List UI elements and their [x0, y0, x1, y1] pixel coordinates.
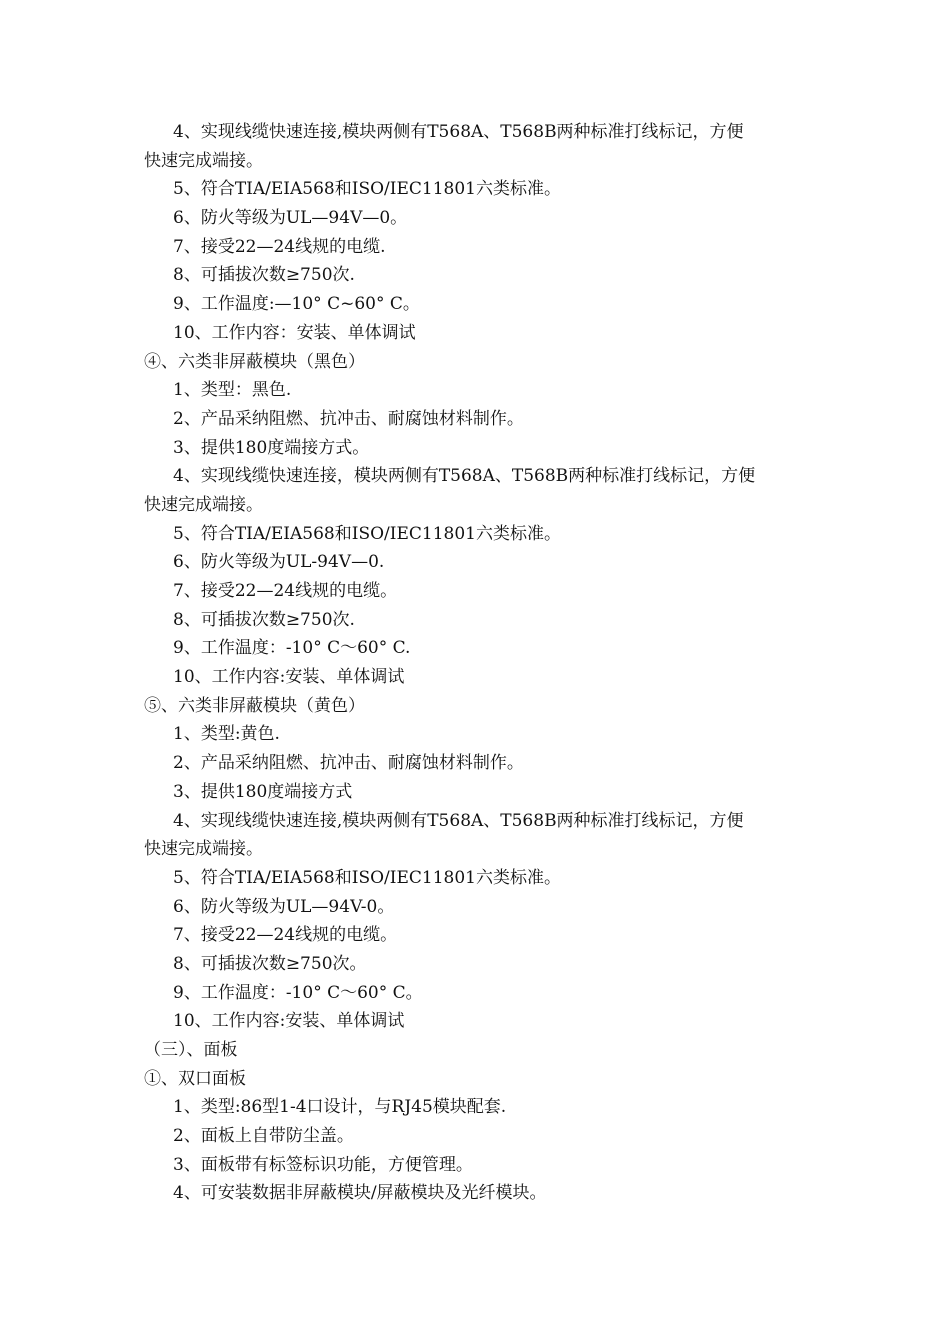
text-line: ⑤、六类非屏蔽模块（黄色） [144, 695, 365, 716]
text-line: 9、工作温度：-10° C～60° C。 [173, 982, 423, 1003]
text-line: 5、符合TIA/EIA568和ISO/IEC11801六类标准。 [173, 867, 561, 888]
text-line: 4、可安装数据非屏蔽模块/屏蔽模块及光纤模块。 [173, 1183, 547, 1204]
text-line: 6、防火等级为UL-94V—0. [173, 552, 385, 573]
text-line: 1、类型:黄色. [173, 724, 280, 745]
text-line: 4、实现线缆快速连接,模块两侧有T568A、T568B两种标准打线标记，方便 [173, 122, 744, 142]
text-line: 8、可插拔次数≥750次。 [173, 953, 367, 974]
text-line: 3、提供180度端接方式 [173, 781, 353, 802]
text-line: 4、实现线缆快速连接，模块两侧有T568A、T568B两种标准打线标记，方便 [173, 466, 756, 487]
text-line: 快速完成端接。 [144, 494, 263, 515]
text-line: 6、防火等级为UL—94V-0。 [173, 896, 395, 917]
text-line: 8、可插拔次数≥750次. [173, 609, 355, 630]
document-body [144, 118, 812, 1208]
text-line: 7、接受22—24线规的电缆. [173, 236, 386, 257]
text-line: 9、工作温度：-10° C～60° C. [173, 638, 411, 659]
text-line: 1、类型:86型1-4口设计，与RJ45模块配套. [173, 1097, 507, 1118]
text-line: 快速完成端接。 [144, 150, 263, 171]
text-line: 8、可插拔次数≥750次. [173, 265, 355, 286]
text-line: 10、工作内容:安装、单体调试 [173, 667, 405, 688]
text-line: 2、产品采纳阻燃、抗冲击、耐腐蚀材料制作。 [173, 753, 524, 774]
text-line: 1、类型：黑色. [173, 380, 292, 401]
text-line: 9、工作温度:—10° C~60° C。 [173, 294, 420, 315]
text-line: 10、工作内容：安装、单体调试 [173, 322, 416, 343]
text-line: 2、面板上自带防尘盖。 [173, 1126, 354, 1147]
text-line: 10、工作内容:安装、单体调试 [173, 1011, 405, 1032]
text-line: 5、符合TIA/EIA568和ISO/IEC11801六类标准。 [173, 179, 561, 200]
text-line: （三）、面板 [144, 1040, 238, 1060]
text-line: ①、双口面板 [144, 1068, 246, 1089]
text-line: 7、接受22—24线规的电缆。 [173, 581, 398, 601]
text-line: ④、六类非屏蔽模块（黑色） [144, 351, 365, 372]
text-line: 3、面板带有标签标识功能，方便管理。 [173, 1154, 473, 1175]
text-line: 2、产品采纳阻燃、抗冲击、耐腐蚀材料制作。 [173, 408, 524, 429]
text-line: 3、提供180度端接方式。 [173, 437, 370, 458]
text-line: 4、实现线缆快速连接,模块两侧有T568A、T568B两种标准打线标记，方便 [173, 810, 744, 831]
text-line: 快速完成端接。 [144, 839, 263, 860]
text-line: 5、符合TIA/EIA568和ISO/IEC11801六类标准。 [173, 523, 561, 544]
text-line: 6、防火等级为UL—94V—0。 [173, 208, 408, 229]
text-line: 7、接受22—24线规的电缆。 [173, 925, 398, 946]
